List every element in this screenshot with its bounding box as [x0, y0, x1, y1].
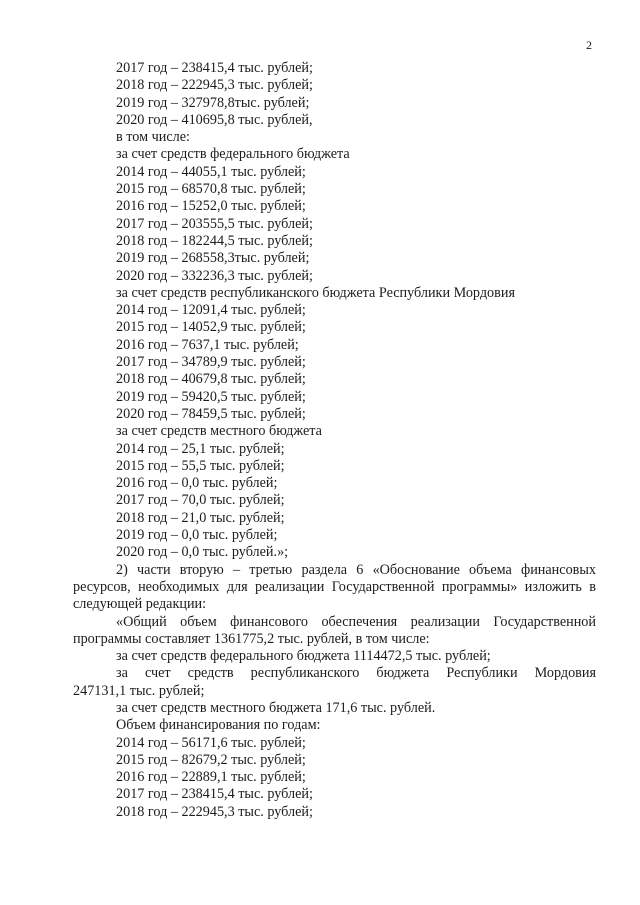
- amendment-paragraph: 2) части вторую – третью раздела 6 «Обоснование объема финансовых ресурсов, необходимых для реализации Государственной программы» изложить в следующей редакции:: [73, 561, 596, 613]
- funding-year-line: 2020 год – 410695,8 тыс. рублей,: [116, 111, 313, 128]
- funding-year-line: 2016 год – 7637,1 тыс. рублей;: [116, 336, 299, 353]
- funding-year-line: за счет средств местного бюджета: [116, 423, 322, 440]
- republic-budget-line: за счет средств республиканского бюджета Республики Мордовия: [116, 665, 596, 682]
- funding-by-year-block: [73, 717, 596, 821]
- funding-year-line: 2015 год – 55,5 тыс. рублей;: [116, 457, 285, 474]
- funding-year-line: 2019 год – 0,0 тыс. рублей;: [116, 527, 278, 544]
- funding-year-line: 2017 год – 70,0 тыс. рублей;: [116, 492, 285, 509]
- funding-by-year-line: 2017 год – 238415,4 тыс. рублей;: [116, 786, 313, 803]
- funding-year-line: 2018 год – 222945,3 тыс. рублей;: [116, 77, 313, 94]
- funding-year-line: 2020 год – 0,0 тыс. рублей.»;: [116, 544, 289, 561]
- funding-year-line: 2015 год – 68570,8 тыс. рублей;: [116, 181, 306, 198]
- funding-year-line: 2014 год – 12091,4 тыс. рублей;: [116, 302, 306, 319]
- page-number: 2: [586, 38, 592, 52]
- funding-year-line: 2020 год – 332236,3 тыс. рублей;: [116, 267, 313, 284]
- funding-year-line: 2014 год – 44055,1 тыс. рублей;: [116, 163, 306, 180]
- funding-year-line: 2019 год – 59420,5 тыс. рублей;: [116, 388, 306, 405]
- funding-year-line: 2017 год – 203555,5 тыс. рублей;: [116, 215, 313, 232]
- funding-year-line: за счет средств федерального бюджета: [116, 146, 350, 163]
- funding-year-line: 2016 год – 0,0 тыс. рублей;: [116, 475, 278, 492]
- funding-year-line: 2017 год – 34789,9 тыс. рублей;: [116, 354, 306, 371]
- funding-year-line: 2018 год – 21,0 тыс. рублей;: [116, 509, 285, 526]
- funding-year-line: 2014 год – 25,1 тыс. рублей;: [116, 440, 285, 457]
- funding-year-line: в том числе:: [116, 129, 190, 146]
- funding-by-year-line: 2018 год – 222945,3 тыс. рублей;: [116, 803, 313, 820]
- funding-year-line: 2019 год – 268558,3тыс. рублей;: [116, 250, 310, 267]
- funding-year-line: 2017 год – 238415,4 тыс. рублей;: [116, 60, 313, 76]
- funding-by-year-line: 2015 год – 82679,2 тыс. рублей;: [116, 751, 306, 768]
- funding-year-line: 2015 год – 14052,9 тыс. рублей;: [116, 319, 306, 336]
- republic-budget-amount: 247131,1 тыс. рублей;: [73, 682, 205, 699]
- funding-by-year-line: Объем финансирования по годам:: [116, 717, 321, 734]
- funding-year-line: 2018 год – 40679,8 тыс. рублей;: [116, 371, 306, 388]
- funding-year-line: 2018 год – 182244,5 тыс. рублей;: [116, 232, 313, 249]
- total-funding-paragraph: «Общий объем финансового обеспечения реализации Государственной программы составляет 1361775,2 тыс. рублей, в том числе:: [73, 613, 596, 647]
- funding-list-block: [73, 60, 596, 562]
- funding-year-line: 2016 год – 15252,0 тыс. рублей;: [116, 198, 306, 215]
- funding-year-line: 2020 год – 78459,5 тыс. рублей;: [116, 405, 306, 422]
- local-budget-line: за счет средств местного бюджета 171,6 тыс. рублей.: [116, 699, 436, 716]
- federal-budget-line: за счет средств федерального бюджета 1114472,5 тыс. рублей;: [116, 648, 491, 665]
- funding-year-line: 2019 год – 327978,8тыс. рублей;: [116, 94, 310, 111]
- document-body: [73, 60, 596, 821]
- funding-by-year-line: 2014 год – 56171,6 тыс. рублей;: [116, 734, 306, 751]
- funding-by-year-line: 2016 год – 22889,1 тыс. рублей;: [116, 769, 306, 786]
- funding-year-line: за счет средств республиканского бюджета Республики Мордовия: [116, 284, 515, 301]
